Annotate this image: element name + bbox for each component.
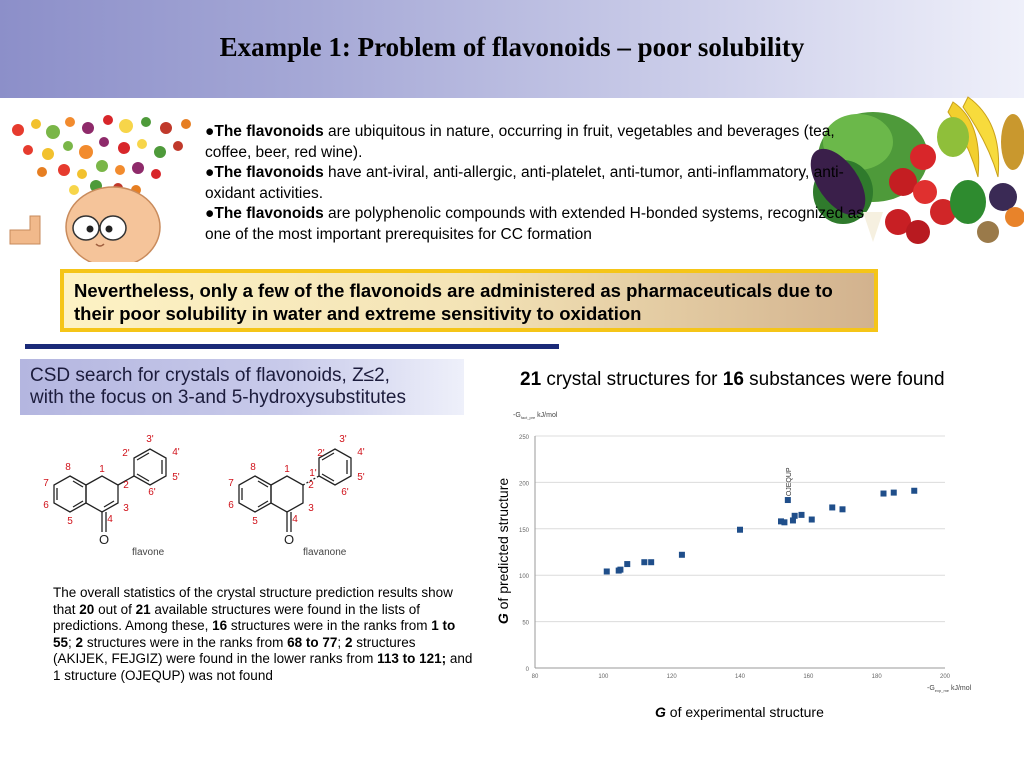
stats-fragment: 20 (79, 601, 95, 617)
x-axis-title: G of experimental structure (655, 704, 824, 720)
svg-text:2: 2 (123, 480, 129, 491)
stats-fragment: 21 (135, 601, 151, 617)
data-point (781, 519, 787, 525)
data-point (792, 513, 798, 519)
data-point (604, 568, 610, 574)
x-tick-label: 200 (939, 674, 951, 680)
stats-fragment: out of (94, 601, 136, 617)
data-point (911, 488, 917, 494)
csd-search-box (20, 359, 464, 415)
divider-line (25, 344, 559, 349)
svg-text:6: 6 (43, 500, 49, 511)
svg-text:5': 5' (357, 472, 365, 483)
svg-text:1: 1 (284, 464, 290, 475)
warning-box: Nevertheless, only a few of the flavonoids are administered as pharmaceuticals due to their poor solubility in water and extreme sensitivity to oxidation (60, 269, 878, 332)
data-point (809, 517, 815, 523)
data-point (641, 559, 647, 565)
flavone-structure (30, 428, 205, 560)
svg-text:1': 1' (309, 468, 317, 479)
svg-text:O: O (98, 532, 110, 547)
y-tick-label: 250 (518, 435, 529, 441)
data-point (648, 559, 654, 565)
svg-text:2: 2 (308, 480, 314, 491)
y-tick-label: 50 (522, 620, 529, 627)
data-point (617, 567, 623, 573)
x-tick-label: 180 (871, 674, 882, 680)
ojequp-annotation: OJEQUP (785, 467, 793, 497)
y-tick-label: 200 (518, 481, 529, 488)
stats-fragment: structures (AKIJEK, FEJGIZ) were found in the lower ranks from (53, 634, 416, 666)
svg-text:6: 6 (228, 500, 234, 511)
csd-line-1: CSD search for crystals of flavonoids, Z≤2, (30, 365, 390, 386)
svg-text:3: 3 (123, 503, 129, 514)
data-point (891, 490, 897, 496)
csd-line-2: with the focus on 3-and 5-hydroxysubstitutes (30, 387, 406, 408)
data-point (679, 552, 685, 558)
svg-text:3': 3' (146, 434, 154, 445)
flavonoid-bullets (205, 122, 865, 245)
svg-text:4': 4' (357, 447, 365, 458)
structures-found-text: 21 crystal structures for 16 substances were found (520, 369, 945, 390)
head-illustration (8, 112, 203, 262)
scatter-chart (500, 405, 1010, 705)
data-point (829, 504, 835, 510)
y-tick-label: 0 (525, 667, 529, 673)
svg-text:flavanone: flavanone (303, 547, 347, 558)
stats-fragment: structures were in the ranks from (227, 618, 432, 633)
bullet-item: ●The flavonoids have ant-iviral, anti-allergic, anti-platelet, anti-tumor, anti-inflammatory, anti-oxidant activities. (205, 164, 844, 202)
svg-text:7: 7 (228, 478, 234, 489)
y-tick-label: 150 (518, 527, 529, 534)
bullet-item: ●The flavonoids are ubiquitous in nature, occurring in fruit, vegetables and beverages (tea, coffee, beer, red wine). (205, 123, 835, 161)
svg-text:4: 4 (107, 514, 113, 525)
stats-fragment: The overall statistics of the crystal structure prediction results show that (53, 585, 453, 617)
y-tick-label: 100 (518, 574, 529, 581)
svg-text:1: 1 (99, 464, 105, 475)
data-point (624, 561, 630, 567)
svg-text:5: 5 (252, 516, 258, 527)
stats-fragment: structures were in the ranks from (83, 634, 288, 650)
stats-fragment: ; (337, 634, 345, 650)
stats-fragment: 2 (75, 634, 84, 650)
x-unit-label: $-G_{exp\_me}$ kJ/mol (927, 685, 972, 693)
x-tick-label: 140 (734, 674, 746, 680)
data-point (840, 506, 846, 512)
flavanone-structure (215, 428, 390, 560)
stats-fragment: 16 (212, 618, 228, 633)
svg-text:5': 5' (172, 472, 180, 483)
svg-text:8: 8 (250, 462, 256, 473)
svg-text:3: 3 (308, 503, 314, 514)
svg-text:4': 4' (172, 447, 180, 458)
data-point (785, 497, 791, 503)
stats-fragment: available structures were found in the lists of predictions. Among these, (53, 601, 421, 633)
stats-fragment: 1 to 55 (53, 618, 456, 650)
svg-text:3': 3' (339, 434, 347, 445)
data-point (737, 527, 743, 533)
data-point (799, 512, 805, 518)
svg-text:flavone: flavone (132, 547, 165, 558)
stats-fragment: 113 to 121; (377, 651, 447, 666)
stats-fragment: 2 (344, 634, 353, 650)
x-tick-label: 100 (598, 674, 609, 680)
y-unit-label: $-G_{fact\_pre}$ kJ/mol (513, 412, 558, 420)
svg-text:2': 2' (122, 448, 130, 459)
svg-text:7: 7 (43, 478, 49, 489)
slide-title: Example 1: Problem of flavonoids – poor solubility (219, 32, 805, 62)
svg-text:6': 6' (148, 487, 156, 498)
svg-text:5: 5 (67, 516, 73, 527)
data-point (881, 491, 887, 497)
svg-text:2': 2' (317, 448, 325, 459)
x-tick-label: 160 (803, 674, 814, 680)
x-tick-label: 80 (531, 674, 539, 680)
stats-fragment: and 1 structure (OJEQUP) was not found (53, 651, 473, 683)
stats-fragment: 68 to 77 (287, 634, 338, 650)
svg-text:4: 4 (292, 514, 298, 525)
statistics-paragraph (53, 585, 473, 684)
svg-text:6': 6' (341, 487, 349, 498)
bullet-item: ●The flavonoids are polyphenolic compounds with extended H-bonded systems, recognized as one of the most important prerequisites for CC formation (205, 205, 864, 243)
y-axis-title: G of predicted structure (495, 477, 511, 625)
x-tick-label: 120 (666, 674, 677, 680)
svg-text:O: O (283, 532, 295, 547)
stats-fragment: ; (68, 634, 76, 650)
svg-text:8: 8 (65, 462, 71, 473)
